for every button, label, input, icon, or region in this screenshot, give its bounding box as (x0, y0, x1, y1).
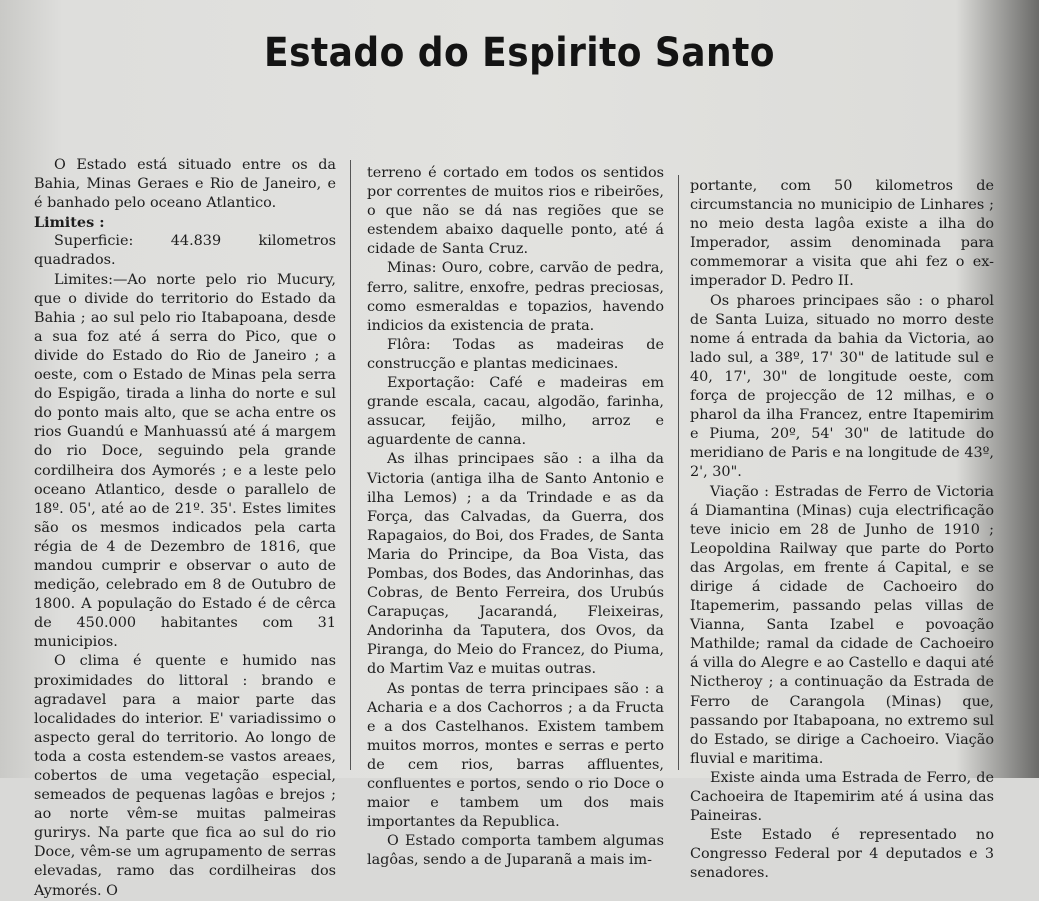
section-heading: Limites : (34, 214, 105, 232)
paragraph: Limites:—Ao norte pelo rio Mucury, que o divide do territorio do Estado da Bahia ; ao sul pelo rio Itabapoana, desde a sua foz até á serra do Pico, que o divide do Estado do Rio de Janeiro ; a oeste, com o Estado de Minas pela serra do Espigão, tirada a linha do norte e sul do ponto mais alto, que se acha entre os rios Guandú e Manhuassú até á margem do rio Doce, seguindo pela grande cordilheira dos Aymorés ; e a leste pelo oceano Atlantico, desde o parallelo de 18º. 05', até ao de 21º. 35'. Estes limites são os mesmos indicados pela carta régia de 4 de Dezembro de 1816, que mandou cumprir e observar o auto de medição, celebrado em 8 de Outubro de 1800. A população do Estado é de cêrca de 450.000 habitantes com 31 municipios. (34, 271, 336, 651)
paragraph: Flôra: Todas as madeiras de construcção e plantas medicinaes. (367, 336, 664, 372)
paragraph: terreno é cortado em todos os sentidos por correntes de muitos rios e ribeirões, o que não se dá nas regiões que se estendem abaixo daquelle ponto, até á cidade de Santa Cruz. (367, 165, 664, 258)
column-divider (350, 160, 351, 770)
column-1 (34, 156, 336, 901)
column-2 (367, 164, 664, 870)
page-title: Estado do Espirito Santo (264, 30, 775, 76)
paragraph: O clima é quente e humido nas proximidades do littoral : brando e agradavel para a maior parte das localidades do interior. E' variadissimo o aspecto geral do territorio. Ao longo de toda a costa estendem-se vastos areaes, cobertos de uma vegetação especial, semeados de pequenas lagôas e brejos ; ao norte vêm-se muitas palmeiras gurirys. Na parte que fica ao sul do rio Doce, vêm-se um agrupamento de serras elevadas, ramo das cordilheiras dos Aymorés. O (34, 653, 336, 899)
paragraph: O Estado está situado entre os da Bahia, Minas Geraes e Rio de Janeiro, e é banhado pelo oceano Atlantico. (34, 157, 336, 212)
paragraph: Viação : Estradas de Ferro de Victoria á Diamantina (Minas) cuja electrificação teve inicio em 28 de Junho de 1910 ; Leopoldina Railway que parte do Porto das Argolas, em frente á Capital, e se dirige á cidade de Cachoeiro do Itapemerim, passando pelas villas de Vianna, Santa Izabel e povoação Mathilde; ramal da cidade de Cachoeiro á villa do Alegre e ao Castello e daqui até Nictheroy ; a continuação da Estrada de Ferro de Carangola (Minas) que, passando por Itabapoana, no extremo sul do Estado, se dirige a Cachoeiro. Viação fluvial e maritima. (690, 483, 994, 767)
paragraph: Os pharoes principaes são : o pharol de Santa Luiza, situado no morro deste nome á entrada da bahia da Victoria, ao lado sul, a 38º, 17' 30" de latitude sul e 40, 17', 30" de longitude oeste, com força de projecção de 12 milhas, e o pharol da ilha Francez, entre Itapemirim e Piuma, 20º, 54' 30" de latitude do meridiano de Paris e na longitude de 43º, 2', 30". (690, 292, 994, 481)
paragraph: Exportação: Café e madeiras em grande escala, cacau, algodão, farinha, assucar, feijão, milho, arroz e aguardente de canna. (367, 375, 664, 449)
paragraph: Minas: Ouro, cobre, carvão de pedra, ferro, salitre, enxofre, pedras preciosas, como esmeraldas e topazios, havendo indicios da existencia de prata. (367, 260, 664, 334)
paragraph: Este Estado é representado no Congresso Federal por 4 deputados e 3 senadores. (690, 827, 994, 882)
column-3 (690, 177, 994, 883)
paragraph: Existe ainda uma Estrada de Ferro, de Cachoeira de Itapemirim até á usina das Paineiras. (690, 769, 994, 825)
paragraph: As ilhas principaes são : a ilha da Victoria (antiga ilha de Santo Antonio e ilha Lemos) ; a da Trindade e as da Força, das Calvadas, da Guerra, dos Rapagaios, do Boi, dos Frades, de Santa Maria do Principe, da Boa Vista, das Pombas, dos Bodes, das Andorinhas, das Cobras, de Bento Ferreira, dos Urubús Carapuças, Jacarandá, Fleixeiras, Andorinha da Taputera, dos Ovos, da Piranga, do Meio do Francez, do Piuma, do Martim Vaz e muitas outras. (367, 451, 664, 678)
paragraph: portante, com 50 kilometros de circumstancia no municipio de Linhares ; no meio desta lagôa existe a ilha do Imperador, assim denominada para commemorar a visita que ahi fez o ex-imperador D. Pedro II. (690, 178, 994, 290)
paragraph: Superficie: 44.839 kilometros quadrados. (34, 233, 336, 269)
column-divider (678, 175, 679, 770)
paragraph: O Estado comporta tambem algumas lagôas, sendo a de Juparanã a mais im- (367, 833, 664, 869)
paragraph: As pontas de terra principaes são : a Acharia e a dos Cachorros ; a da Fructa e a dos Castelhanos. Existem tambem muitos morros, montes e serras e perto de cem rios, barras affluentes, confluentes e portos, sendo o rio Doce o maior e tambem um dos mais importantes da Republica. (367, 680, 664, 831)
